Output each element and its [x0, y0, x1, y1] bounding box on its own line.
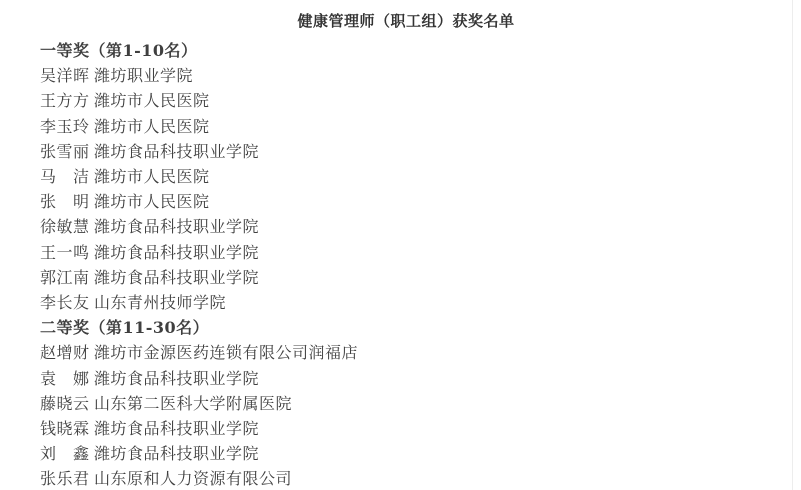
winner-name: 钱晓霖: [40, 419, 90, 439]
winner-organization: 山东第二医科大学附属医院: [94, 393, 293, 413]
winner-row: [40, 340, 772, 365]
award-section: [40, 315, 772, 490]
winner-list: [40, 340, 772, 490]
winner-row: [40, 139, 772, 164]
award-sections: [40, 38, 772, 490]
winner-organization: 潍坊食品科技职业学院: [94, 267, 260, 287]
winner-name: 王一鸣: [40, 242, 90, 262]
winner-name: 袁 娜: [40, 368, 90, 388]
winner-organization: 潍坊市金源医药连锁有限公司润福店: [94, 343, 359, 363]
section-heading: 一等奖（第1-10名）: [40, 41, 198, 60]
winner-row: [40, 63, 772, 88]
winner-name: 张乐君: [40, 469, 90, 489]
winner-organization: 潍坊职业学院: [94, 66, 194, 86]
section-heading: 二等奖（第11-30名）: [40, 318, 210, 338]
page-title: 健康管理师（职工组）获奖名单: [297, 13, 515, 30]
winner-name: 李玉玲: [40, 116, 90, 136]
winner-row: [40, 214, 772, 239]
winner-row: [40, 366, 772, 391]
winner-name: 李长友: [40, 293, 90, 313]
winner-organization: 潍坊市人民医院: [94, 116, 210, 136]
winner-name: 郭江南: [40, 267, 90, 287]
winner-list: [40, 63, 772, 315]
winner-name: 藤晓云: [40, 393, 90, 413]
winner-name: 吴洋晖: [40, 66, 90, 86]
winner-organization: 潍坊食品科技职业学院: [94, 444, 260, 464]
winner-name: 张 明: [40, 192, 90, 212]
winner-row: [40, 164, 772, 189]
winner-organization: 潍坊食品科技职业学院: [94, 217, 260, 237]
winner-organization: 潍坊市人民医院: [94, 167, 210, 187]
winner-organization: 潍坊食品科技职业学院: [94, 141, 260, 161]
winner-row: [40, 466, 772, 490]
winner-organization: 山东青州技师学院: [94, 293, 227, 313]
winner-row: [40, 265, 772, 290]
winner-row: [40, 441, 772, 466]
award-section: [40, 38, 772, 315]
winner-name: 赵增财: [40, 343, 90, 363]
winner-row: [40, 240, 772, 265]
winner-organization: 潍坊市人民医院: [94, 91, 210, 111]
winner-row: [40, 189, 772, 214]
winner-row: [40, 88, 772, 113]
winner-organization: 潍坊市人民医院: [94, 192, 210, 212]
winner-name: 徐敏慧: [40, 217, 90, 237]
winner-organization: 山东原和人力资源有限公司: [94, 469, 293, 489]
winner-name: 马 洁: [40, 167, 90, 187]
winner-name: 刘 鑫: [40, 444, 90, 464]
winner-name: 张雪丽: [40, 141, 90, 161]
winner-organization: 潍坊食品科技职业学院: [94, 242, 260, 262]
winner-row: [40, 114, 772, 139]
winner-organization: 潍坊食品科技职业学院: [94, 419, 260, 439]
winner-row: [40, 290, 772, 315]
winner-name: 王方方: [40, 91, 90, 111]
winner-row: [40, 391, 772, 416]
winner-organization: 潍坊食品科技职业学院: [94, 368, 260, 388]
winner-row: [40, 416, 772, 441]
